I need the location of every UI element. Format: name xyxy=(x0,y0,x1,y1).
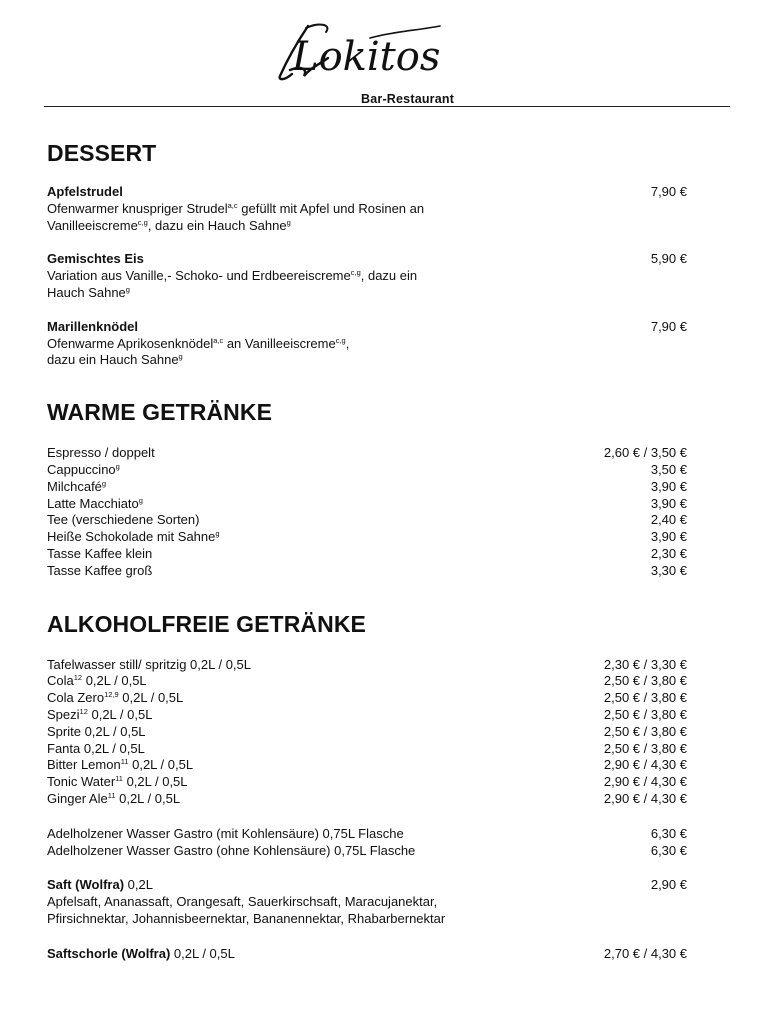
list-item: Heiße Schokolade mit Sahne$^g$ 3,90 € xyxy=(47,529,687,545)
warm-drinks-section xyxy=(47,399,687,579)
list-item: Ginger Ale$^{11}$ 0,2L / 0,5L 2,90 € / 4,30 € xyxy=(47,790,687,806)
list-item: Fanta 0,2L / 0,5L 2,50 € / 3,80 € xyxy=(47,740,687,756)
list-item-saftschorle: Saftschorle (Wolfra) 0,2L / 0,5L 2,70 € / 4,30 € xyxy=(47,945,687,961)
header-divider xyxy=(44,106,730,107)
list-item: Tafelwasser still/ spritzig 0,2L / 0,5L 2,30 € / 3,30 € xyxy=(47,656,687,672)
list-item: Sprite 0,2L / 0,5L 2,50 € / 3,80 € xyxy=(47,723,687,739)
item-description: Hauch Sahne$^g$ xyxy=(47,284,130,300)
menu-header xyxy=(0,0,774,110)
item-description: Ofenwarmer knuspriger Strudel$^{a,c}$ gefüllt mit Apfel und Rosinen an xyxy=(47,200,425,216)
svg-text:Lokitos: Lokitos xyxy=(292,34,441,80)
dessert-item-gemischtes-eis xyxy=(47,251,687,301)
list-item: Spezi$^{12}$ 0,2L / 0,5L 2,50 € / 3,80 € xyxy=(47,706,687,722)
item-name: Gemischtes Eis xyxy=(47,251,144,267)
soft-drinks-list xyxy=(47,657,687,963)
spacer xyxy=(47,859,687,877)
list-item: Tonic Water$^{11}$ 0,2L / 0,5L 2,90 € / 4,30 € xyxy=(47,774,687,790)
item-description: dazu ein Hauch Sahne$^g$ xyxy=(47,352,183,368)
dessert-item-marillenknoedel xyxy=(47,319,687,369)
list-item-saft: Saft (Wolfra) 0,2L 2,90 € xyxy=(47,877,687,893)
item-description: Ofenwarme Aprikosenknödel$^{a,c}$ an Vanilleeiscreme$^{c,g}$, xyxy=(47,335,350,351)
item-name: Marillenknödel xyxy=(47,318,139,334)
list-item: Cola$^{12}$ 0,2L / 0,5L 2,50 € / 3,80 € xyxy=(47,673,687,689)
item-price: 7,90 € xyxy=(650,318,687,334)
list-item: Latte Macchiato$^g$ 3,90 € xyxy=(47,495,687,511)
menu-content xyxy=(47,140,687,963)
non-alcoholic-section xyxy=(47,611,687,963)
list-item: Bitter Lemon$^{11}$ 0,2L / 0,5L 2,90 € / 4,30 € xyxy=(47,757,687,773)
warm-drinks-list xyxy=(47,445,687,579)
section-title-dessert: DESSERT xyxy=(47,140,157,166)
saft-description: Pfirsichnektar, Johannisbeernektar, Bananennektar, Rhabarbernektar xyxy=(47,910,446,926)
list-item: Tasse Kaffee klein 2,30 € xyxy=(47,545,687,561)
section-title-non-alcoholic: ALKOHOLFREIE GETRÄNKE xyxy=(47,610,366,637)
list-item: Cola Zero$^{12,9}$ 0,2L / 0,5L 2,50 € / 3,80 € xyxy=(47,690,687,706)
list-item: Espresso / doppelt 2,60 € / 3,50 € xyxy=(47,445,687,461)
item-description: Variation aus Vanille,- Schoko- und Erdbeereiscreme$^{c,g}$, dazu ein xyxy=(47,268,418,284)
list-item: Adelholzener Wasser Gastro (mit Kohlensäure) 0,75L Flasche 6,30 € xyxy=(47,825,687,841)
restaurant-subtitle: Bar-Restaurant xyxy=(361,92,455,106)
lokitos-logo xyxy=(270,18,445,86)
item-name: Apfelstrudel xyxy=(47,184,123,199)
item-price: 7,90 € xyxy=(650,184,687,199)
list-item: Adelholzener Wasser Gastro (ohne Kohlensäure) 0,75L Flasche 6,30 € xyxy=(47,842,687,858)
list-item: Cappuccino$^g$ 3,50 € xyxy=(47,461,687,477)
list-item: Tee (verschiedene Sorten) 2,40 € xyxy=(47,512,687,528)
item-description: Vanilleeiscreme$^{c,g}$, dazu ein Hauch Sahne$^g$ xyxy=(47,217,291,233)
list-item: Tasse Kaffee groß 3,30 € xyxy=(47,562,687,578)
spacer xyxy=(47,808,687,826)
list-item: Milchcafé$^g$ 3,90 € xyxy=(47,478,687,494)
item-price: 5,90 € xyxy=(650,251,687,267)
dessert-item-apfelstrudel xyxy=(47,184,687,234)
dessert-section xyxy=(47,140,687,369)
spacer xyxy=(47,928,687,946)
section-title-warm-drinks: WARME GETRÄNKE xyxy=(47,399,273,426)
saft-description: Apfelsaft, Ananassaft, Orangesaft, Sauerkirschsaft, Maracujanektar, xyxy=(47,894,438,910)
